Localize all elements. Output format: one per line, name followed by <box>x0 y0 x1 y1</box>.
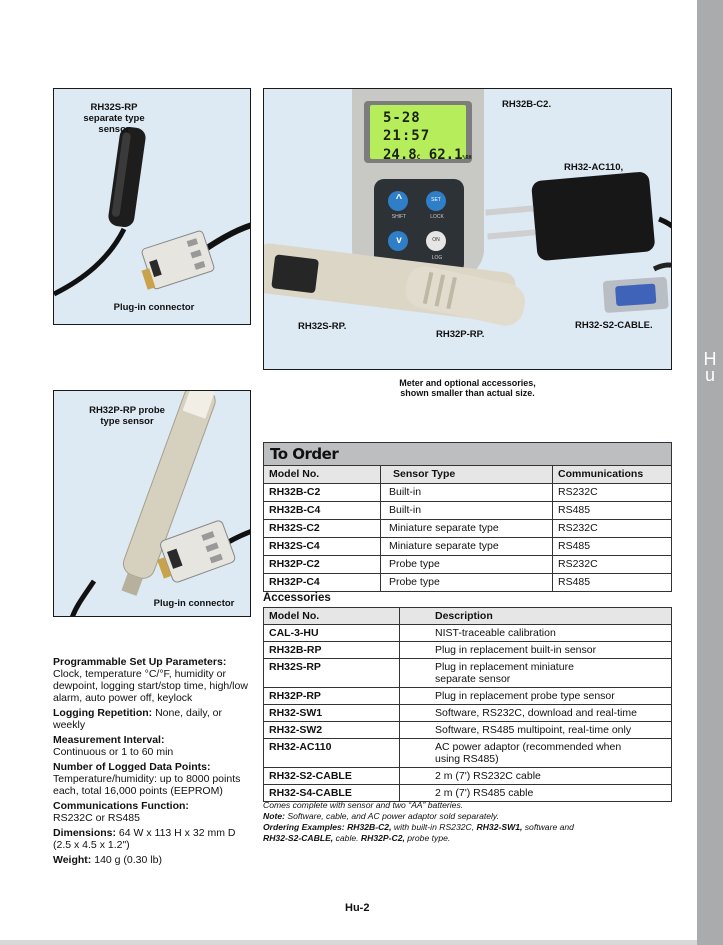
description-cell <box>400 739 671 767</box>
model-cell: RH32-S4-CABLE <box>264 785 400 801</box>
table-row <box>264 768 671 785</box>
spec-label: Measurement Interval: <box>53 734 165 746</box>
spec-item <box>53 707 253 731</box>
label-rh32b-c2: RH32B-C2. <box>502 99 552 110</box>
header-sensor-type: Sensor Type <box>381 466 553 483</box>
sensor-cell: Built-in <box>381 502 553 519</box>
title-line: separate type <box>83 113 145 124</box>
page-number: Hu-2 <box>345 902 370 914</box>
spec-label: Number of Logged Data Points: <box>53 761 211 773</box>
note-text: Software, cable, and AC power adaptor sold separately. <box>284 811 499 821</box>
separate-sensor-title <box>74 102 154 135</box>
description-line: NIST-traceable calibration <box>435 627 556 639</box>
title-line: sensor <box>98 124 130 135</box>
table-row <box>264 502 671 520</box>
table-row <box>264 739 671 768</box>
example-model: RH32-SW1, <box>476 822 523 832</box>
title-line: RH32S-RP <box>90 102 138 113</box>
model-cell: RH32P-C2 <box>264 556 381 573</box>
header-communications: Communications <box>558 468 644 480</box>
description-cell <box>400 625 671 641</box>
description-cell <box>400 688 671 704</box>
table-row <box>264 625 671 642</box>
table-row <box>264 538 671 556</box>
example-model: RH32B-C2, <box>347 822 392 832</box>
table-row <box>264 520 671 538</box>
model-cell: RH32B-C2 <box>264 484 381 501</box>
description-line: AC power adaptor (recommended when <box>435 741 622 753</box>
spec-item <box>53 656 253 704</box>
title-line: type sensor <box>100 416 154 427</box>
table-row <box>264 785 671 801</box>
table-row <box>264 688 671 705</box>
comm-cell: RS232C <box>558 522 598 534</box>
tab-letter-u: u <box>704 365 715 385</box>
description-cell <box>400 768 671 784</box>
spec-value: 140 g (0.30 lb) <box>91 854 162 866</box>
spec-item <box>53 827 253 851</box>
spec-value: Clock, temperature °C/°F, humidity or dewpoint, logging start/stop time, high/low alarm, auto power off, keylock <box>53 668 248 704</box>
comm-cell: RS232C <box>558 558 598 570</box>
set-button[interactable]: SET <box>431 197 441 203</box>
order-notes <box>263 800 683 844</box>
lcd-readings <box>383 145 472 168</box>
batteries-note: Comes complete with sensor and two “AA” batteries. <box>263 800 464 810</box>
photo-meter-accessories <box>263 88 672 370</box>
spec-value: 64 W x 113 H x 32 mm D (2.5 x 4.5 x 1.2") <box>53 827 236 851</box>
up-arrow-icon[interactable]: ^ <box>395 193 403 205</box>
to-order-title: To Order <box>264 443 671 466</box>
table-row <box>264 556 671 574</box>
sold-separately-note <box>263 811 683 822</box>
caption-line: shown smaller than actual size. <box>400 388 535 398</box>
label-rh32-ac110: RH32-AC110, <box>564 162 624 173</box>
model-cell: RH32P-RP <box>264 688 400 704</box>
spec-value: Temperature/humidity: up to 8000 points each, total 16,000 points (EEPROM) <box>53 773 241 797</box>
description-line: separate sensor <box>435 673 511 685</box>
specifications <box>53 656 253 869</box>
section-tab <box>697 0 723 945</box>
description-line: Plug in replacement probe type sensor <box>435 690 615 702</box>
description-line: Plug in replacement built-in sensor <box>435 644 597 656</box>
lcd-display <box>383 109 472 163</box>
description-line: Software, RS485 multipoint, real-time only <box>435 724 632 736</box>
sensor-cell: Miniature separate type <box>381 538 553 555</box>
spec-item <box>53 854 253 866</box>
table-row <box>264 659 671 688</box>
example-text: with built-in RS232C, <box>391 822 477 832</box>
plug-in-connector-caption: Plug-in connector <box>153 598 235 609</box>
lcd-temperature: 24.8 <box>383 147 417 163</box>
model-cell: RH32-S2-CABLE <box>264 768 400 784</box>
description-cell <box>400 785 671 801</box>
spec-item <box>53 734 253 758</box>
note-label: Note: <box>263 811 285 821</box>
probe-sensor-title <box>72 405 182 427</box>
table-row <box>264 722 671 739</box>
table-row <box>264 484 671 502</box>
model-cell: RH32B-C4 <box>264 502 381 519</box>
ordering-examples <box>263 822 683 844</box>
table-header-row <box>264 466 671 484</box>
examples-label: Ordering Examples: <box>263 822 345 832</box>
label-rh32p-rp: RH32P-RP. <box>436 329 485 340</box>
description-line: Plug in replacement miniature <box>435 661 574 673</box>
lcd-humidity-unit: %RH <box>462 155 472 161</box>
label-rh32s-rp: RH32S-RP. <box>298 321 347 332</box>
model-cell: RH32-SW2 <box>264 722 400 738</box>
lock-label: LOCK <box>430 214 444 220</box>
description-cell <box>400 722 671 738</box>
model-cell: RH32B-RP <box>264 642 400 658</box>
accessories-table <box>263 607 672 802</box>
description-line: 2 m (7') RS232C cable <box>435 770 541 782</box>
down-arrow-icon[interactable]: v <box>396 235 402 246</box>
description-line: using RS485) <box>435 753 499 765</box>
log-label: LOG <box>431 255 443 261</box>
example-text: cable. <box>333 833 361 843</box>
label-rh32-s2-cable: RH32-S2-CABLE. <box>575 320 653 331</box>
comm-cell: RS232C <box>558 486 598 498</box>
spec-value: RS232C or RS485 <box>53 812 140 824</box>
header-description: Description <box>435 610 493 622</box>
photo-probe-sensor <box>53 390 251 617</box>
spec-label: Logging Repetition: <box>53 707 153 719</box>
table-row <box>264 642 671 659</box>
to-order-table <box>263 442 672 592</box>
sensor-cell: Probe type <box>381 574 553 591</box>
spec-label: Programmable Set Up Parameters: <box>53 656 227 668</box>
description-line: 2 m (7') RS485 cable <box>435 787 534 799</box>
comm-cell: RS485 <box>558 504 591 516</box>
photo-separate-sensor <box>53 88 251 325</box>
meter-caption <box>263 378 672 398</box>
spec-value: Continuous or 1 to 60 min <box>53 746 174 758</box>
description-cell <box>400 642 671 658</box>
sensor-cell: Miniature separate type <box>381 520 553 537</box>
model-cell: RH32P-C4 <box>264 574 381 591</box>
model-cell: RH32S-C4 <box>264 538 381 555</box>
example-text: software and <box>522 822 574 832</box>
description-line: Software, RS232C, download and real-time <box>435 707 637 719</box>
spec-item <box>53 800 253 824</box>
example-text: probe type. <box>404 833 451 843</box>
spec-item <box>53 761 253 797</box>
model-cell: RH32-AC110 <box>264 739 400 767</box>
spec-label: Weight: <box>53 854 92 866</box>
header-model: Model No. <box>264 466 381 483</box>
spec-value: None, daily, or weekly <box>53 707 222 731</box>
table-row <box>264 574 671 591</box>
on-button[interactable]: ON <box>432 237 440 243</box>
accessories-title: Accessories <box>263 592 331 604</box>
title-line: RH32P-RP probe <box>89 405 165 416</box>
model-cell: RH32S-C2 <box>264 520 381 537</box>
comm-cell: RS485 <box>558 576 591 588</box>
bottom-rule <box>0 940 697 945</box>
comm-cell: RS485 <box>558 540 591 552</box>
caption-line: Meter and optional accessories, <box>399 378 536 388</box>
description-cell <box>400 705 671 721</box>
lcd-date-time: 5-28 21:57 <box>383 110 431 144</box>
description-cell <box>400 659 671 687</box>
spec-label: Communications Function: <box>53 800 189 812</box>
plug-in-connector-caption: Plug-in connector <box>113 302 195 313</box>
model-cell: RH32S-RP <box>264 659 400 687</box>
table-row <box>264 705 671 722</box>
sensor-cell: Built-in <box>381 484 553 501</box>
shift-label: SHIFT <box>391 214 407 220</box>
spec-label: Dimensions: <box>53 827 117 839</box>
table-header-row <box>264 608 671 625</box>
model-cell: RH32-SW1 <box>264 705 400 721</box>
header-model: Model No. <box>264 608 400 624</box>
sensor-cell: Probe type <box>381 556 553 573</box>
example-model: RH32-S2-CABLE, <box>263 833 334 843</box>
lcd-humidity: 62.1 <box>428 147 463 163</box>
model-cell: CAL-3-HU <box>264 625 400 641</box>
tab-letter-h: H <box>703 349 717 369</box>
lcd-temperature-unit: C <box>416 154 421 161</box>
example-model: RH32P-C2, <box>360 833 405 843</box>
